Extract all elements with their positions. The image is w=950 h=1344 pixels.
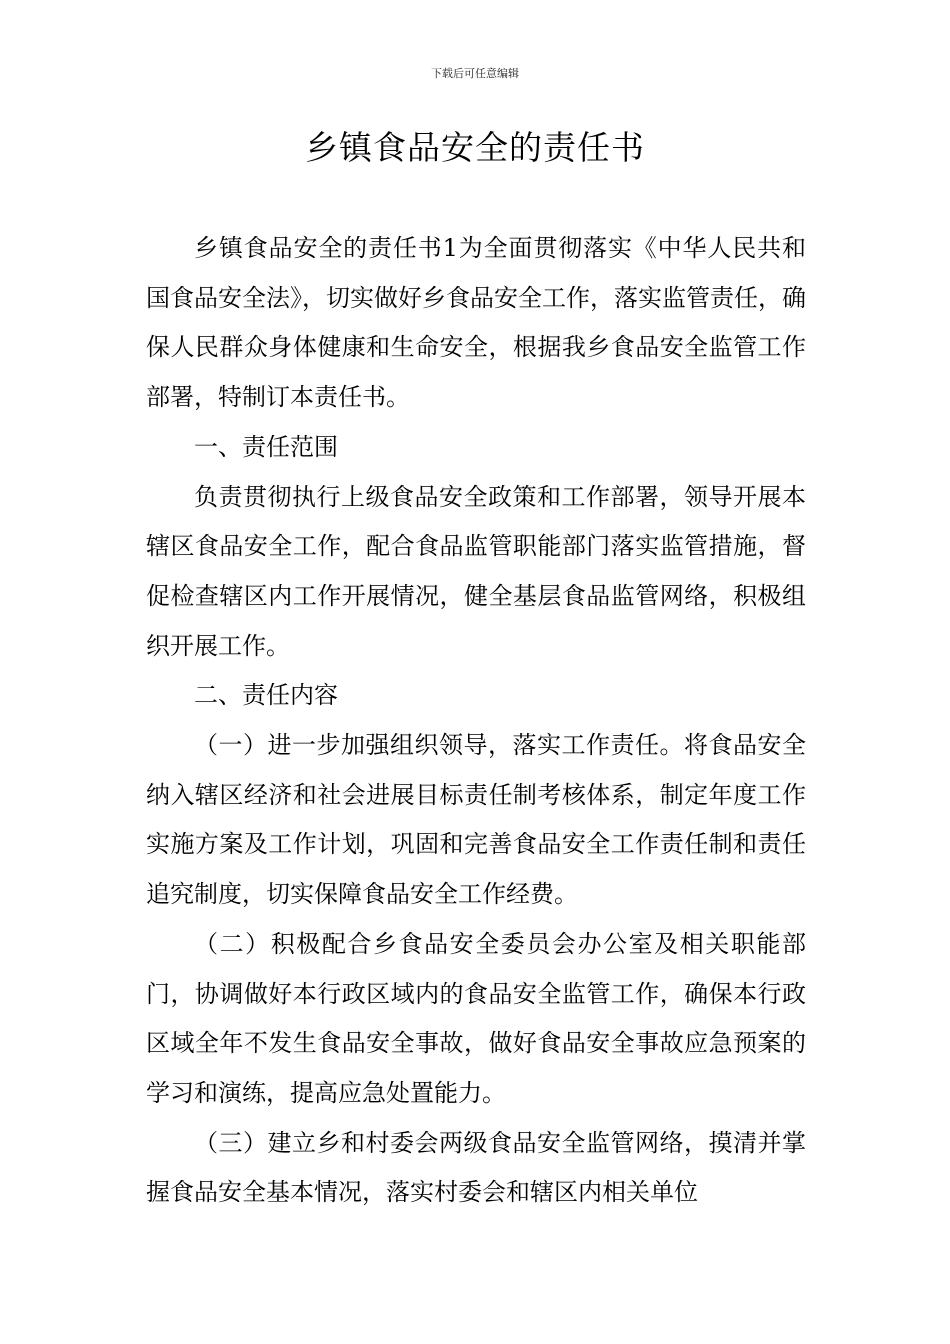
document-title: 乡镇食品安全的责任书 <box>305 128 645 167</box>
header-note: 下载后可任意编辑 <box>431 67 519 80</box>
paragraph-item-1: （一）进一步加强组织领导，落实工作责任。将食品安全纳入辖区经济和社会进展目标责任制考核体系，制定年度工作实施方案及工作计划，巩固和完善食品安全工作责任制和责任追究制度，切实保障食品安全工作经费。 <box>146 731 806 909</box>
paragraph-scope: 负责贯彻执行上级食品安全政策和工作部署，领导开展本辖区食品安全工作，配合食品监管职能部门落实监管措施，督促检查辖区内工作开展情况，健全基层食品监管网络，积极组织开展工作。 <box>146 482 806 660</box>
paragraph-intro: 乡镇食品安全的责任书1为全面贯彻落实《中华人民共和国食品安全法》，切实做好乡食品安全工作，落实监管责任，确保人民群众身体健康和生命安全，根据我乡食品安全监管工作部署，特制订本责任书。 <box>146 234 806 412</box>
section-heading-scope: 一、责任范围 <box>194 432 338 461</box>
document-body <box>146 224 806 1218</box>
paragraph-item-3: （三）建立乡和村委会两级食品安全监管网络，摸清并掌握食品安全基本情况，落实村委会和辖区内相关单位 <box>146 1128 806 1207</box>
section-heading-content: 二、责任内容 <box>194 681 338 710</box>
paragraph-item-2: （二）积极配合乡食品安全委员会办公室及相关职能部门，协调做好本行政区域内的食品安全监管工作，确保本行政区域全年不发生食品安全事故，做好食品安全事故应急预案的学习和演练，提高应急处置能力。 <box>146 929 806 1107</box>
